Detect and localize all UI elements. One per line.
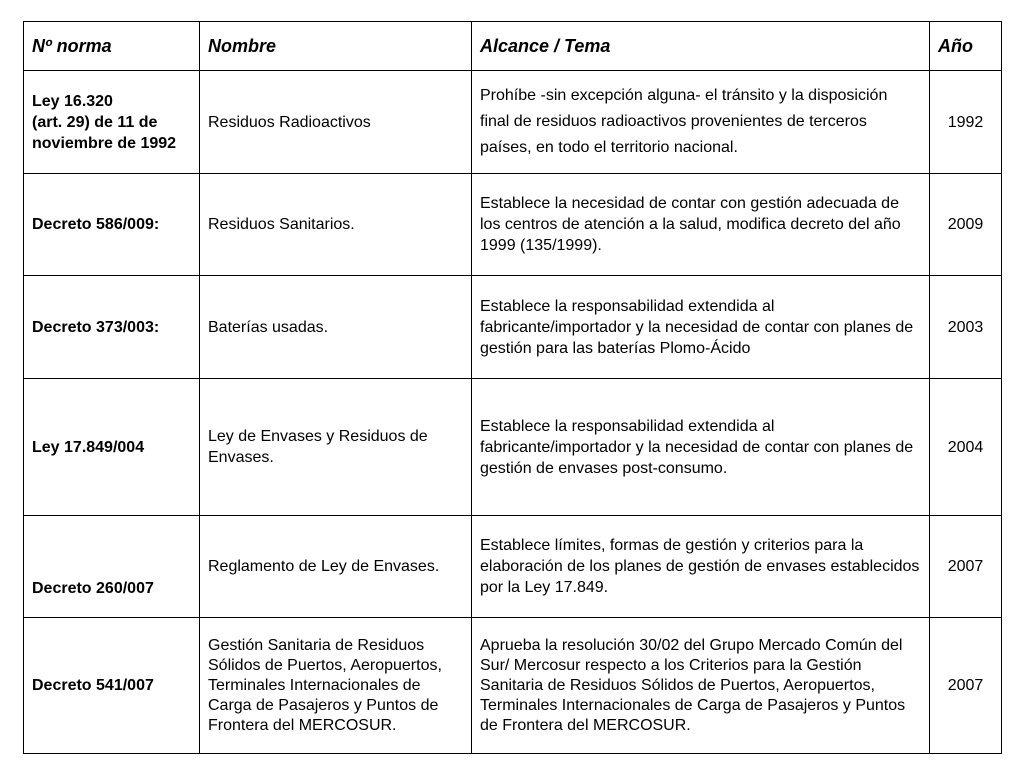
row-alcance-cell: Establece la necesidad de contar con gestión adecuada de los centros de atención a la salud, modifica decreto del año 1999 (135/1999). — [472, 174, 930, 276]
norma-line: Decreto 373/003: — [32, 318, 160, 336]
norma-line: Decreto 260/007 — [32, 580, 154, 597]
row-norma-cell — [24, 516, 200, 618]
row-nombre-cell: Reglamento de Ley de Envases. — [200, 516, 472, 618]
norma-line: Decreto 586/009: — [32, 216, 160, 233]
row-anio-cell: 1992 — [930, 71, 1002, 174]
row-norma-cell — [24, 276, 200, 379]
table-row — [24, 174, 1002, 276]
table-row — [24, 618, 1002, 754]
row-anio-cell: 2007 — [930, 618, 1002, 754]
row-anio-cell: 2009 — [930, 174, 1002, 276]
header-norma: Nº norma — [24, 22, 200, 71]
row-norma-cell — [24, 379, 200, 516]
table-row — [24, 379, 1002, 516]
row-norma-cell — [24, 618, 200, 754]
norma-line: Ley 16.320 — [32, 92, 113, 110]
norma-line: noviembre de 1992 — [32, 134, 177, 152]
row-nombre-cell: Residuos Sanitarios. — [200, 174, 472, 276]
header-row — [24, 22, 1002, 71]
row-alcance-cell: Establece la responsabilidad extendida al fabricante/importador y la necesidad de contar con planes de gestión para las baterías Plomo-Ácido — [472, 276, 930, 379]
norma-line: Ley 17.849/004 — [32, 438, 145, 456]
row-anio-cell: 2003 — [930, 276, 1002, 379]
table-row — [24, 276, 1002, 379]
row-alcance-cell: Establece límites, formas de gestión y criterios para la elaboración de los planes de gestión de envases establecidos por la Ley 17.849. — [472, 516, 930, 618]
row-nombre-cell: Baterías usadas. — [200, 276, 472, 379]
row-nombre-cell: Residuos Radioactivos — [200, 71, 472, 174]
row-anio-cell: 2007 — [930, 516, 1002, 618]
row-alcance-cell: Aprueba la resolución 30/02 del Grupo Mercado Común del Sur/ Mercosur respecto a los Criterios para la Gestión Sanitaria de Residuos Sólidos de Puertos, Aeropuertos, Terminales Internacionales de Carga de Pasajeros y Puntos de Frontera del MERCOSUR. — [472, 618, 930, 754]
norma-line: Decreto 541/007 — [32, 677, 154, 694]
normas-table — [23, 21, 1002, 754]
row-norma-cell — [24, 174, 200, 276]
header-anio: Año — [930, 22, 1002, 71]
row-nombre-cell: Gestión Sanitaria de Residuos Sólidos de Puertos, Aeropuertos, Terminales Internacionales de Carga de Pasajeros y Puntos de Frontera del MERCOSUR. — [200, 618, 472, 754]
row-norma-cell — [24, 71, 200, 174]
row-alcance-cell: Establece la responsabilidad extendida al fabricante/importador y la necesidad de contar con planes de gestión de envases post-consumo. — [472, 379, 930, 516]
header-nombre: Nombre — [200, 22, 472, 71]
row-alcance-cell: Prohíbe -sin excepción alguna- el tránsito y la disposición final de residuos radioactivos provenientes de terceros países, en todo el territorio nacional. — [472, 71, 930, 174]
table-row — [24, 516, 1002, 618]
row-anio-cell: 2004 — [930, 379, 1002, 516]
norma-line: (art. 29) de 11 de — [32, 113, 158, 131]
row-nombre-cell: Ley de Envases y Residuos de Envases. — [200, 379, 472, 516]
table-row — [24, 71, 1002, 174]
header-alcance: Alcance / Tema — [472, 22, 930, 71]
